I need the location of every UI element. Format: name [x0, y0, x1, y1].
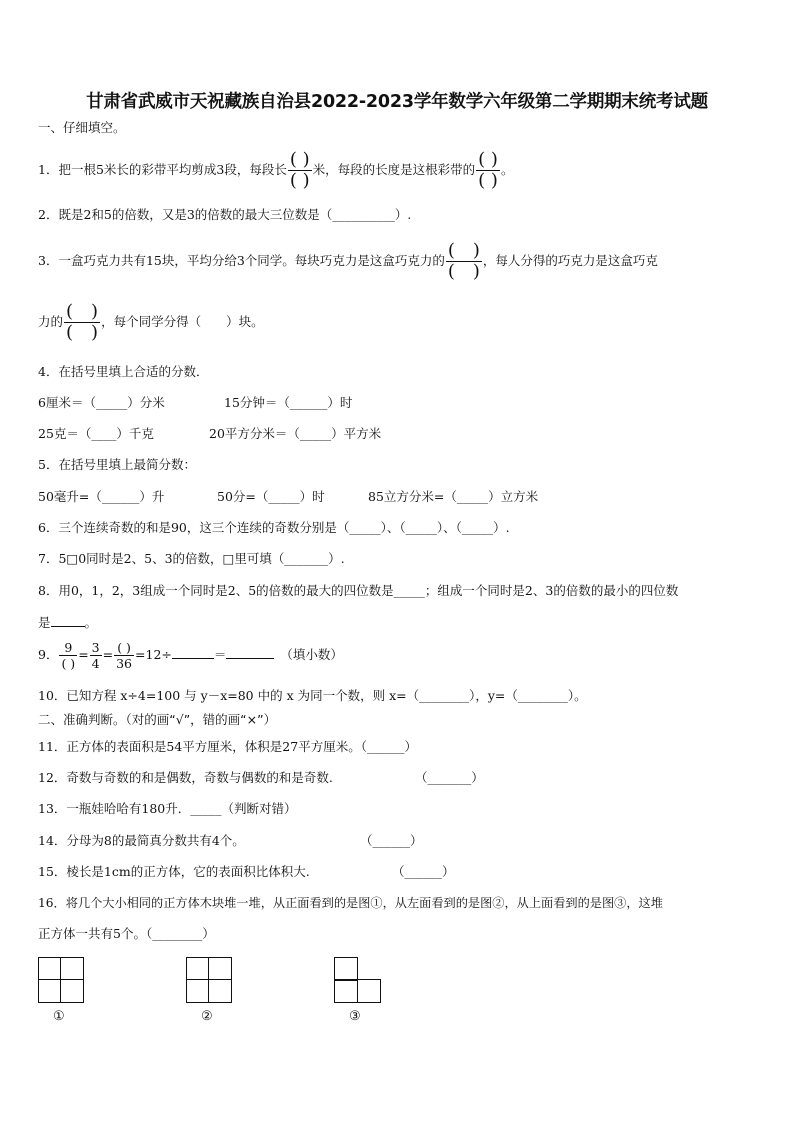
question-5-heading: 5．在括号里填上最简分数： [38, 457, 196, 472]
q9-blank-2 [226, 646, 274, 659]
section-heading-2: 二、准确判断。（对的画“√”，错的画“×”） [38, 712, 277, 727]
q1-text-c: 。 [500, 162, 514, 177]
figure-2-label: ② [201, 1009, 213, 1024]
question-7: 7．5□0同时是2、5、3的倍数，□里可填（_______）. [38, 551, 345, 566]
section-heading-1: 一、仔细填空。 [38, 120, 126, 135]
question-15: 15．棱长是1cm的正方体，它的表面积比体积大. [38, 864, 310, 879]
question-4-heading: 4．在括号里填上合适的分数． [38, 364, 209, 379]
q9-fraction-2: $\frac{3}{4}$ [91, 640, 100, 671]
question-1 [38, 150, 513, 191]
q1-fraction-1: $\frac{( )}{( )}$ [289, 149, 310, 191]
q5-item-3: 85立方分米=（_____）立方米 [368, 489, 539, 504]
q5-item-1: 50毫升=（______）升 [38, 489, 165, 504]
figure-3-label: ③ [349, 1009, 361, 1024]
question-14: 14．分母为8的最简真分数共有4个。 [38, 833, 245, 848]
q3-text-d: ，每个同学分得（ ）块。 [101, 314, 264, 329]
q1-text-b: 米，每段的长度是这根彩带的 [312, 162, 476, 177]
q3-fraction-2: $\frac{( )}{( )}$ [66, 301, 99, 343]
q3-text-a: 3．一盒巧克力共有15块，平均分给3个同学。每块巧克力是这盒巧克力的 [38, 253, 445, 268]
q4-item-3: 25克＝（____）千克 [38, 426, 154, 441]
question-8-line-2: 是 。 [38, 615, 98, 630]
question-16-line-1: 16．将几个大小相同的正方体木块堆一堆，从正面看到的是图①，从左面看到的是图②，从上面看到的是图③，这堆 [38, 896, 663, 910]
q4-item-4: 20平方分米＝（_____）平方米 [209, 426, 382, 441]
question-3-line-1 [38, 241, 658, 282]
question-9: 9． $\frac{9}{( )}$ = $\frac{3}{4}$ = $\frac{( )}{36}$ =12÷ ＝ （填小数） [38, 640, 343, 671]
question-3-line-2 [38, 302, 264, 343]
figure-1-label: ① [53, 1009, 65, 1024]
q1-text-a: 1．把一根5米长的彩带平均剪成3段，每段长 [38, 162, 287, 177]
q12-answer-blank: （_______） [415, 770, 484, 785]
q9-blank-1 [172, 646, 214, 659]
question-16-line-2: 正方体一共有5个。（________） [38, 926, 215, 941]
q14-answer-blank: （______） [360, 833, 423, 848]
q9-fraction-3: $\frac{( )}{36}$ [116, 640, 133, 671]
question-8-line-1: 8．用0，1，2，3组成一个同时是2、5的倍数的最大的四位数是_____；组成一个同时是2、3的倍数的最小的四位数 [38, 583, 679, 598]
question-12: 12．奇数与奇数的和是偶数，奇数与偶数的和是奇数. [38, 770, 333, 785]
q5-item-2: 50分=（_____）时 [217, 489, 325, 504]
question-13: 13．一瓶娃哈哈有180升．_____（判断对错） [38, 801, 297, 816]
q1-fraction-2: $\frac{( )}{( )}$ [478, 149, 498, 191]
q4-item-1: 6厘米＝（_____）分米 [38, 395, 165, 410]
figure-2-left-view [186, 957, 232, 1003]
figure-3-top-view [334, 957, 381, 1003]
q4-item-2: 15分钟＝（______）时 [224, 395, 353, 410]
q3-text-c: 力的 [38, 314, 64, 329]
figure-1-front-view [38, 957, 84, 1003]
page-title: 甘肃省武威市天祝藏族自治县2022-2023学年数学六年级第二学期期末统考试题 [86, 92, 708, 112]
question-2: 2．既是2和5的倍数，又是3的倍数的最大三位数是（__________）. [38, 207, 412, 222]
q9-fraction-1: $\frac{9}{( )}$ [61, 640, 76, 671]
question-10: 10．已知方程 x÷4=100 与 y－x=80 中的 x 为同一个数，则 x=（________），y=（________）。 [38, 688, 587, 703]
q3-fraction-1: $\frac{( )}{( )}$ [447, 240, 480, 282]
question-11: 11．正方体的表面积是54平方厘米，体积是27平方厘米。（______） [38, 739, 417, 754]
question-6: 6．三个连续奇数的和是90，这三个连续的奇数分别是（_____）、（_____）、（_____）. [38, 520, 510, 535]
q8-blank [51, 614, 85, 627]
q15-answer-blank: （______） [392, 864, 455, 879]
q3-text-b: ，每人分得的巧克力是这盒巧克 [482, 253, 658, 268]
